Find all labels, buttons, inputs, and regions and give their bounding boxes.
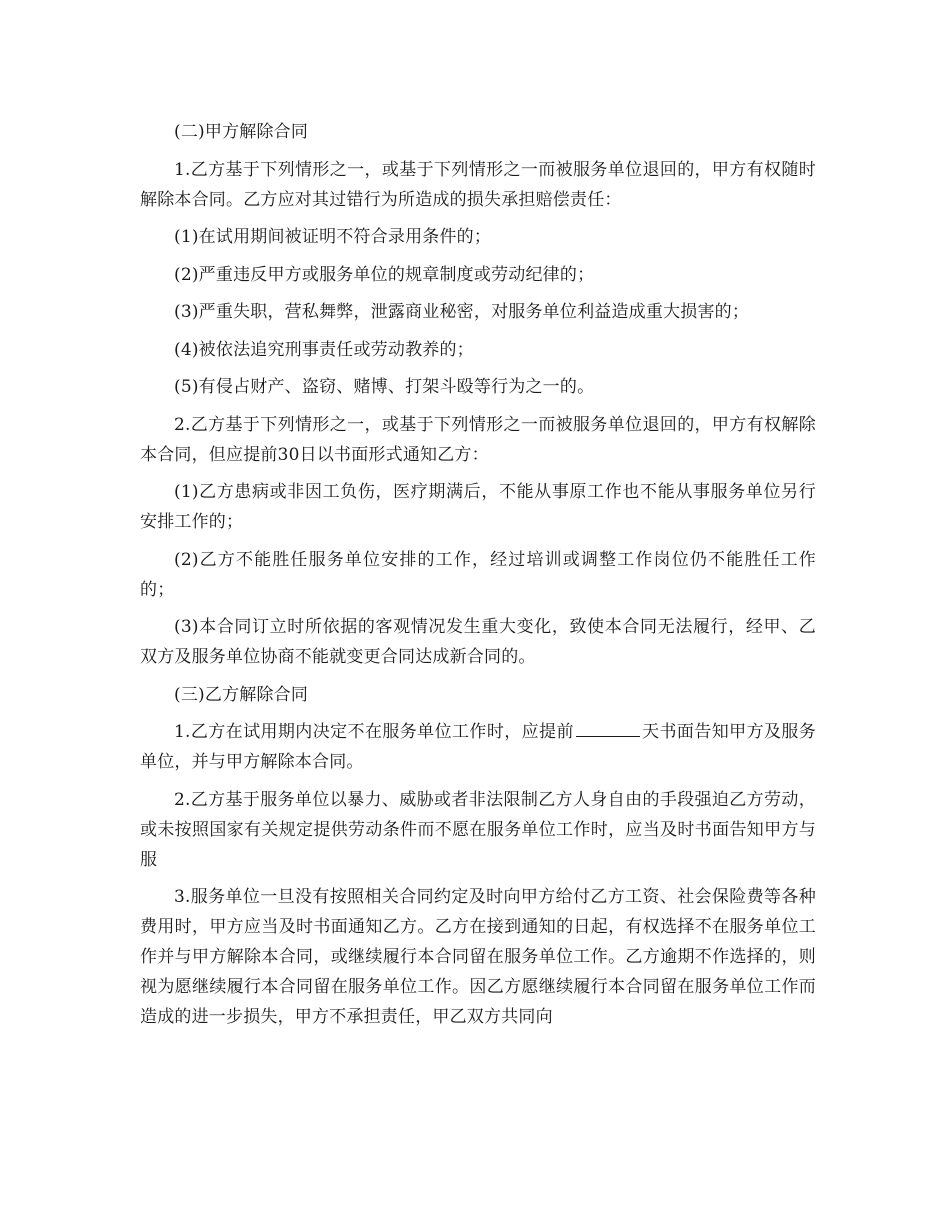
- clause-1-probation-notice: [140, 717, 816, 777]
- notice-text-before: 1.乙方在试用期内决定不在服务单位工作时，应提前: [174, 722, 574, 742]
- sub-item-4: (4)被依法追究刑事责任或劳动教养的；: [174, 339, 474, 360]
- sub-item-2-incompetence: (2)乙方不能胜任服务单位安排的工作，经过培训或调整工作岗位仍不能胜任工作的；: [140, 549, 816, 600]
- sub-item-1: (1)在试用期间被证明不符合录用条件的；: [174, 227, 492, 247]
- clause-2-forced-labor: 2.乙方基于服务单位以暴力、威胁或者非法限制乙方人身自由的手段强迫乙方劳动，或未按照国家有关规定提供劳动条件而不愿在服务单位工作时，应当及时书面告知甲方与服: [140, 789, 816, 870]
- notice-text-after: 天书面告知甲方及服务单位，并与甲方解除本合同。: [140, 722, 817, 772]
- sub-item-5: (5)有侵占财产、盗窃、赌博、打架斗殴等行为之一的。: [174, 377, 595, 397]
- section-heading-party-a-termination: (二)甲方解除合同: [174, 122, 309, 142]
- sub-item-3-circumstance-change: (3)本合同订立时所依据的客观情况发生重大变化，致使本合同无法履行，经甲、乙双方及服务单位协商不能就变更合同达成新合同的。: [140, 617, 816, 667]
- document-body: [140, 117, 816, 1040]
- notice-days-blank[interactable]: [576, 717, 640, 737]
- clause-3-payment-default: 3.服务单位一旦没有按照相关合同约定及时向甲方给付乙方工资、社会保险费等各种费用时，甲方应当及时书面通知乙方。乙方在接到通知的日起，有权选择不在服务单位工作并与甲方解除本合同，或继续履行本合同留在服务单位工作。乙方逾期不作选择的，则视为愿继续履行本合同留在服务单位工作。因乙方愿继续履行本合同留在服务单位工作而造成的进一步损失，甲方不承担责任，甲乙双方共同向: [140, 887, 816, 1027]
- section-heading-party-b-termination: (三)乙方解除合同: [174, 684, 309, 705]
- sub-item-2: (2)严重违反甲方或服务单位的规章制度或劳动纪律的；: [174, 264, 595, 285]
- clause-1-immediate-termination: 1.乙方基于下列情形之一，或基于下列情形之一而被服务单位退回的，甲方有权随时解除本合同。乙方应对其过错行为所造成的损失承担赔偿责任：: [140, 159, 816, 210]
- sub-item-3: (3)严重失职，营私舞弊，泄露商业秘密，对服务单位利益造成重大损害的；: [174, 302, 750, 322]
- clause-2-notice-termination: 2.乙方基于下列情形之一，或基于下列情形之一而被服务单位退回的，甲方有权解除本合同，但应提前30日以书面形式通知乙方：: [140, 414, 816, 465]
- sub-item-1-illness: (1)乙方患病或非因工负伤，医疗期满后，不能从事原工作也不能从事服务单位另行安排工作的；: [140, 482, 816, 532]
